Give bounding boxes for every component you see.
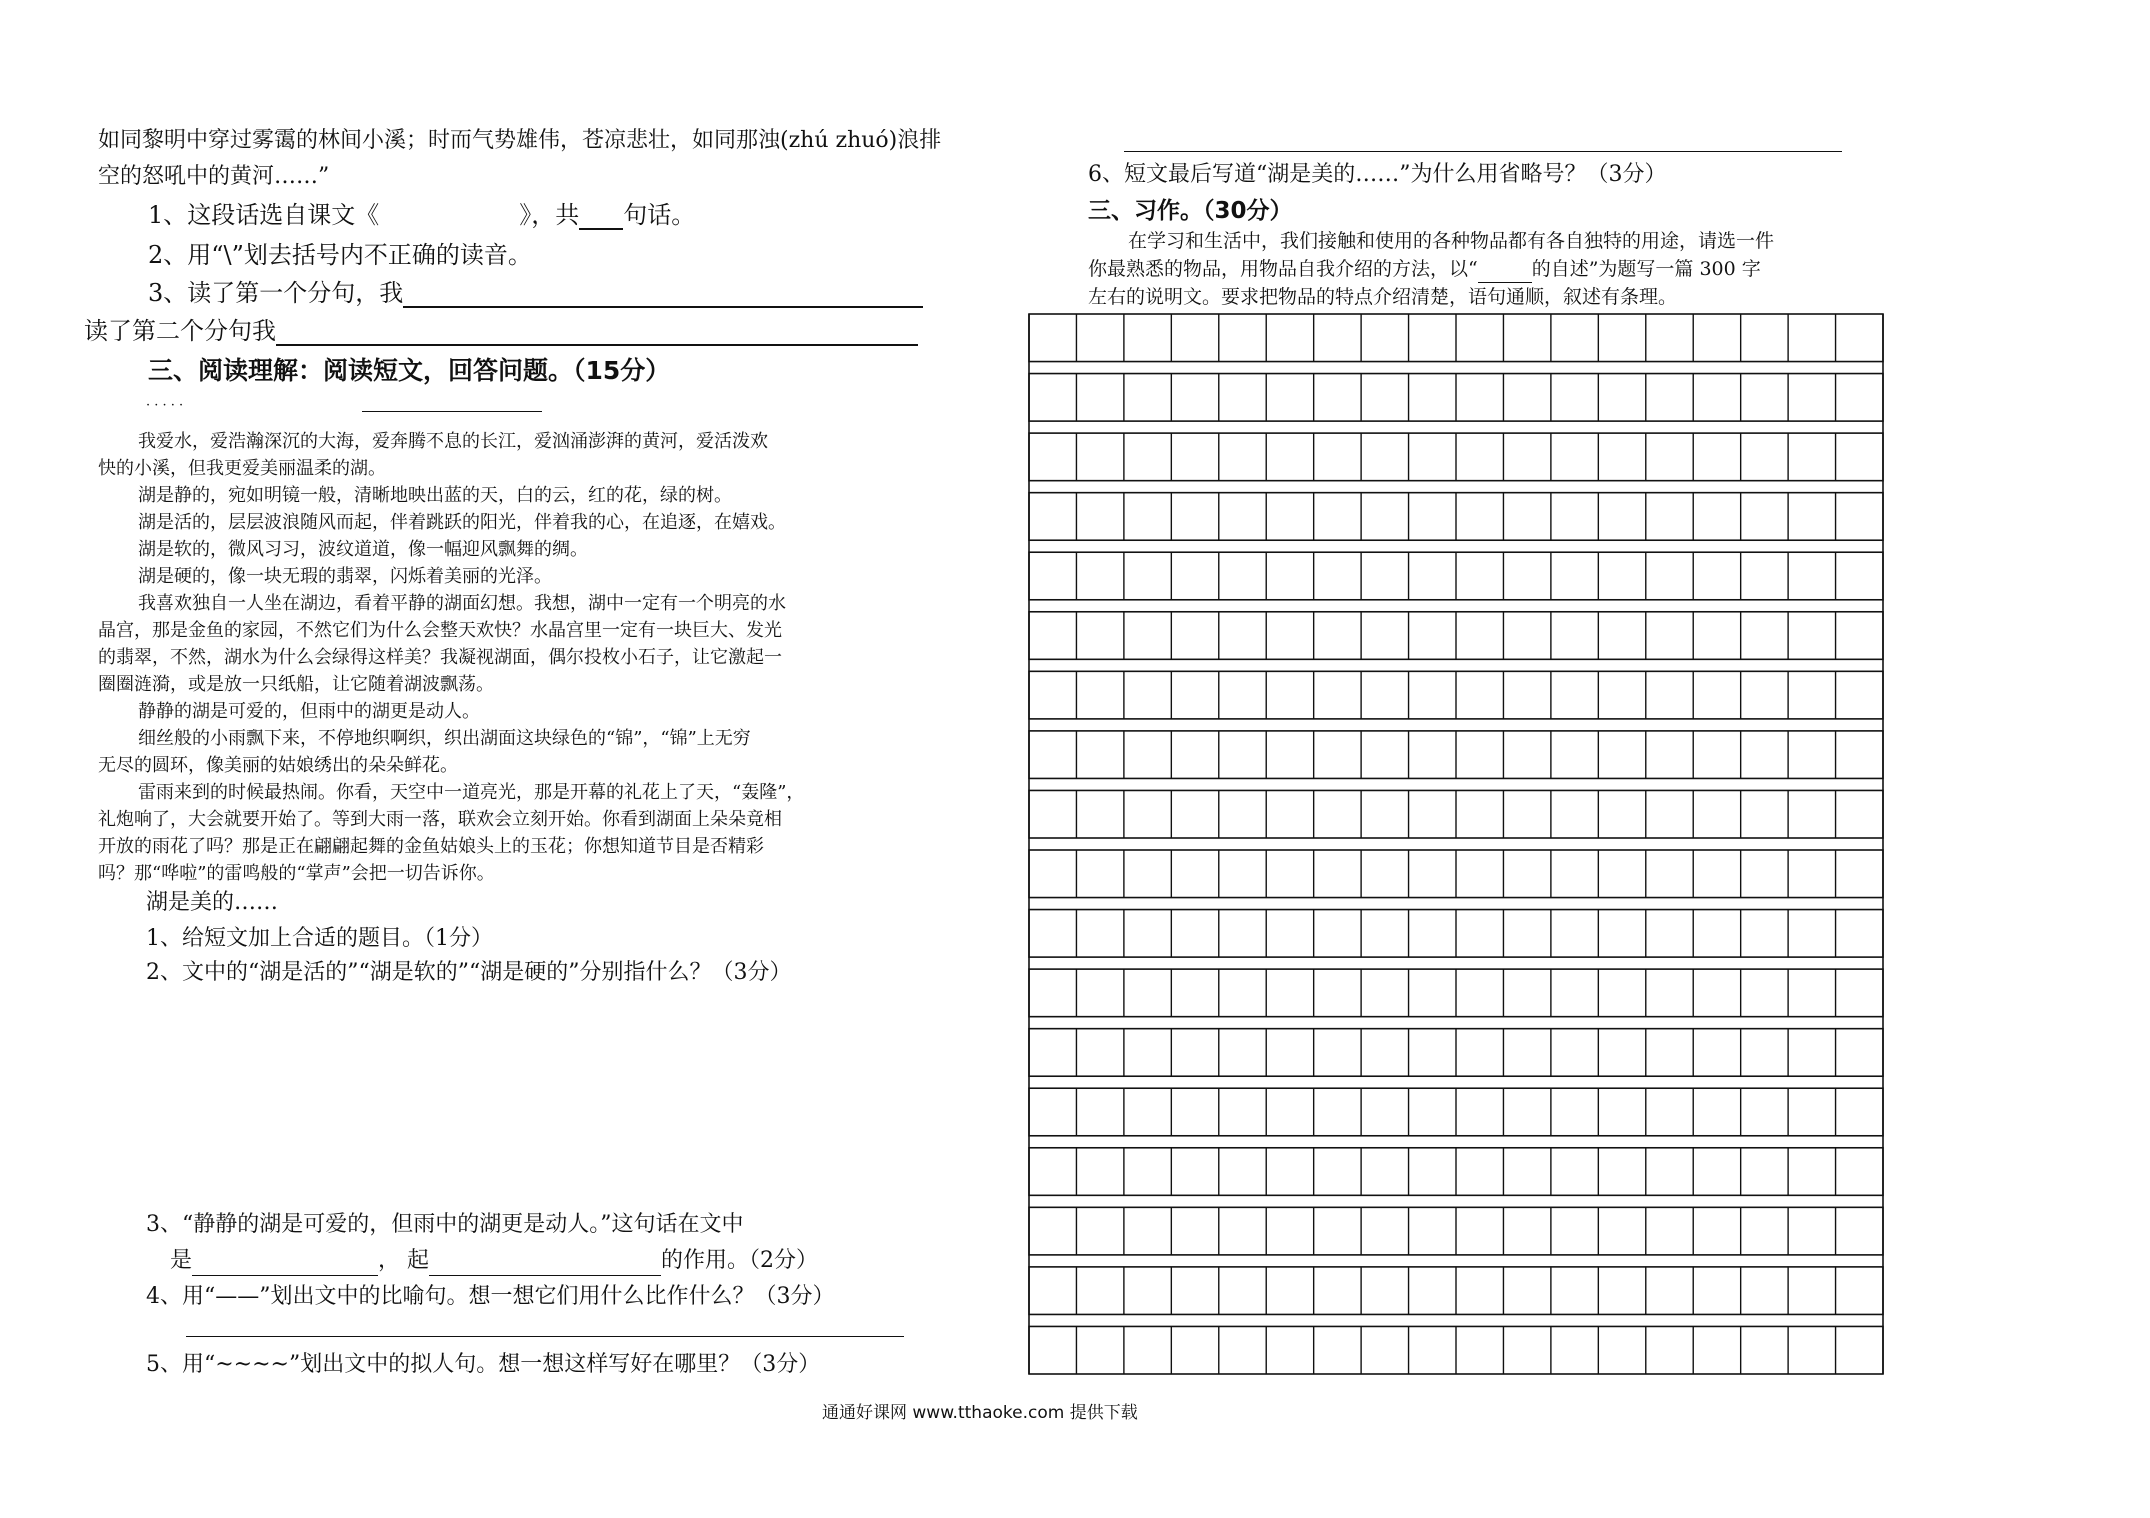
grid-row[interactable] xyxy=(1029,433,1883,481)
passage-line-5: 湖是软的，微风习习，波纹道道，像一幅迎风飘舞的绸。 xyxy=(138,539,588,560)
grid-row[interactable] xyxy=(1029,493,1883,541)
grid-row[interactable] xyxy=(1029,1029,1883,1077)
grid-row[interactable] xyxy=(1029,314,1883,362)
composition-prompt-line-1: 在学习和生活中，我们接触和使用的各种物品都有各自独特的用途，请选一件 xyxy=(1128,230,1775,252)
passage-line-2: 快的小溪，但我更爱美丽温柔的湖。 xyxy=(98,458,386,479)
reading-question-3-blank-2[interactable] xyxy=(429,1275,661,1276)
question-3-text-a: 3、读了第一个分句，我 xyxy=(148,279,404,307)
passage-line-6: 湖是硬的，像一块无瑕的翡翠，闪烁着美丽的光泽。 xyxy=(138,566,552,587)
grid-row[interactable] xyxy=(1029,910,1883,958)
title-blank-line xyxy=(362,411,542,412)
section-3-title: 三、阅读理解：阅读短文，回答问题。（15分） xyxy=(148,356,671,385)
passage-line-9: 的翡翠，不然，湖水为什么会绿得这样美？我凝视湖面，偶尔投枚小石子，让它激起一 xyxy=(98,647,782,668)
composition-prompt-text-a: 你最熟悉的物品，用物品自我介绍的方法，以“ xyxy=(1088,258,1478,280)
reading-question-6: 6、短文最后写道“湖是美的……”为什么用省略号？（3分） xyxy=(1088,162,1667,187)
question-1-text-b: 》，共 xyxy=(519,201,580,229)
reading-question-3-blank-1[interactable] xyxy=(192,1275,378,1276)
grid-row[interactable] xyxy=(1029,850,1883,898)
grid-row[interactable] xyxy=(1029,969,1883,1017)
reading-question-3-text-a: 是 xyxy=(170,1248,193,1273)
question-3-line-1 xyxy=(148,278,923,308)
reading-question-3-text-b: ， 起 xyxy=(378,1248,430,1273)
reading-question-5: 5、用“~~~~”划出文中的拟人句。想一想这样写好在哪里？（3分） xyxy=(146,1352,821,1377)
grid-row[interactable] xyxy=(1029,552,1883,600)
reading-question-3-line-1: 3、“静静的湖是可爱的，但雨中的湖更是动人。”这句话在文中 xyxy=(146,1212,744,1237)
passage-line-1: 我爱水，爱浩瀚深沉的大海，爱奔腾不息的长江，爱汹涌澎湃的黄河，爱活泼欢 xyxy=(138,431,768,452)
composition-prompt-text-b: 的自述”为题写一篇 300 字 xyxy=(1531,258,1761,280)
question-1-text-a: 1、这段话选自课文《 xyxy=(148,201,380,229)
passage-line-8: 晶宫，那是金鱼的家园，不然它们为什么会整天欢快？水晶宫里一定有一块巨大、发光 xyxy=(98,620,782,641)
composition-title-blank[interactable] xyxy=(1478,282,1532,283)
composition-section-title: 三、习作。（30分） xyxy=(1088,198,1293,224)
intro-line-1: 如同黎明中穿过雾霭的林间小溪；时而气势雄伟，苍凉悲壮，如同那浊(zhú zhuó)浪排 xyxy=(98,128,942,153)
passage-line-4: 湖是活的，层层波浪随风而起，伴着跳跃的阳光，伴着我的心，在追逐，在嬉戏。 xyxy=(138,512,786,533)
footer-credit: 通通好课网 www.tthaoke.com 提供下载 xyxy=(822,1403,1138,1423)
grid-row[interactable] xyxy=(1029,1207,1883,1255)
passage-line-17: 吗？那“哗啦”的雷鸣般的“掌声”会把一切告诉你。 xyxy=(98,863,495,884)
composition-prompt-line-3: 左右的说明文。要求把物品的特点介绍清楚，语句通顺，叙述有条理。 xyxy=(1088,286,1678,308)
reading-question-3-text-c: 的作用。（2分） xyxy=(661,1248,819,1273)
question-3-text-b: 读了第二个分句我 xyxy=(84,317,276,345)
passage-line-7: 我喜欢独自一人坐在湖边，看着平静的湖面幻想。我想，湖中一定有一个明亮的水 xyxy=(138,593,786,614)
grid-row[interactable] xyxy=(1029,671,1883,719)
emphasis-dots: · · · · · xyxy=(146,398,184,413)
passage-line-13: 无尽的圆环，像美丽的姑娘绣出的朵朵鲜花。 xyxy=(98,755,458,776)
passage-line-15: 礼炮响了，大会就要开始了。等到大雨一落，联欢会立刻开始。你看到湖面上朵朵竟相 xyxy=(98,809,782,830)
question-1-text-c: 句话。 xyxy=(623,201,696,229)
passage-line-11: 静静的湖是可爱的，但雨中的湖更是动人。 xyxy=(138,701,480,722)
passage-ending: 湖是美的…… xyxy=(146,890,279,915)
grid-row[interactable] xyxy=(1029,1267,1883,1315)
composition-writing-grid[interactable] xyxy=(1028,313,1884,1375)
question-1-count-blank[interactable] xyxy=(579,228,623,230)
passage-line-12: 细丝般的小雨飘下来，不停地织啊织，织出湖面这块绿色的“锦”，“锦”上无穷 xyxy=(138,728,751,749)
intro-line-2: 空的怒吼中的黄河……” xyxy=(98,164,330,189)
passage-line-16: 开放的雨花了吗？那是正在翩翩起舞的金鱼姑娘头上的玉花；你想知道节目是否精彩 xyxy=(98,836,764,857)
reading-question-1: 1、给短文加上合适的题目。（1分） xyxy=(146,926,493,951)
grid-row[interactable] xyxy=(1029,1326,1883,1374)
passage-line-14: 雷雨来到的时候最热闹。你看，天空中一道亮光，那是开幕的礼花上了天，“轰隆”， xyxy=(138,782,805,803)
question-1 xyxy=(148,200,695,230)
question-3-answer-blank-1[interactable] xyxy=(403,306,923,308)
composition-prompt-line-2 xyxy=(1088,256,1761,283)
grid-row[interactable] xyxy=(1029,1088,1883,1136)
question-2: 2、用“\”划去括号内不正确的读音。 xyxy=(148,241,532,269)
reading-question-2: 2、文中的“湖是活的”“湖是软的”“湖是硬的”分别指什么？（3分） xyxy=(146,960,792,985)
grid-row[interactable] xyxy=(1029,374,1883,422)
grid-row[interactable] xyxy=(1029,1148,1883,1196)
grid-row[interactable] xyxy=(1029,731,1883,779)
reading-question-5-answer-line[interactable] xyxy=(1124,151,1842,152)
passage-line-10: 圈圈涟漪，或是放一只纸船，让它随着湖波飘荡。 xyxy=(98,674,494,695)
reading-question-4: 4、用“——”划出文中的比喻句。想一想它们用什么比作什么？（3分） xyxy=(146,1284,835,1309)
grid-row[interactable] xyxy=(1029,790,1883,838)
reading-passage xyxy=(98,428,804,887)
question-3-answer-blank-2[interactable] xyxy=(276,344,918,346)
reading-question-3-line-2 xyxy=(170,1246,818,1276)
reading-question-4-answer-line[interactable] xyxy=(186,1336,904,1337)
question-3-line-2 xyxy=(84,316,918,346)
grid-row[interactable] xyxy=(1029,612,1883,660)
passage-line-3: 湖是静的，宛如明镜一般，清晰地映出蓝的天，白的云，红的花，绿的树。 xyxy=(138,485,732,506)
